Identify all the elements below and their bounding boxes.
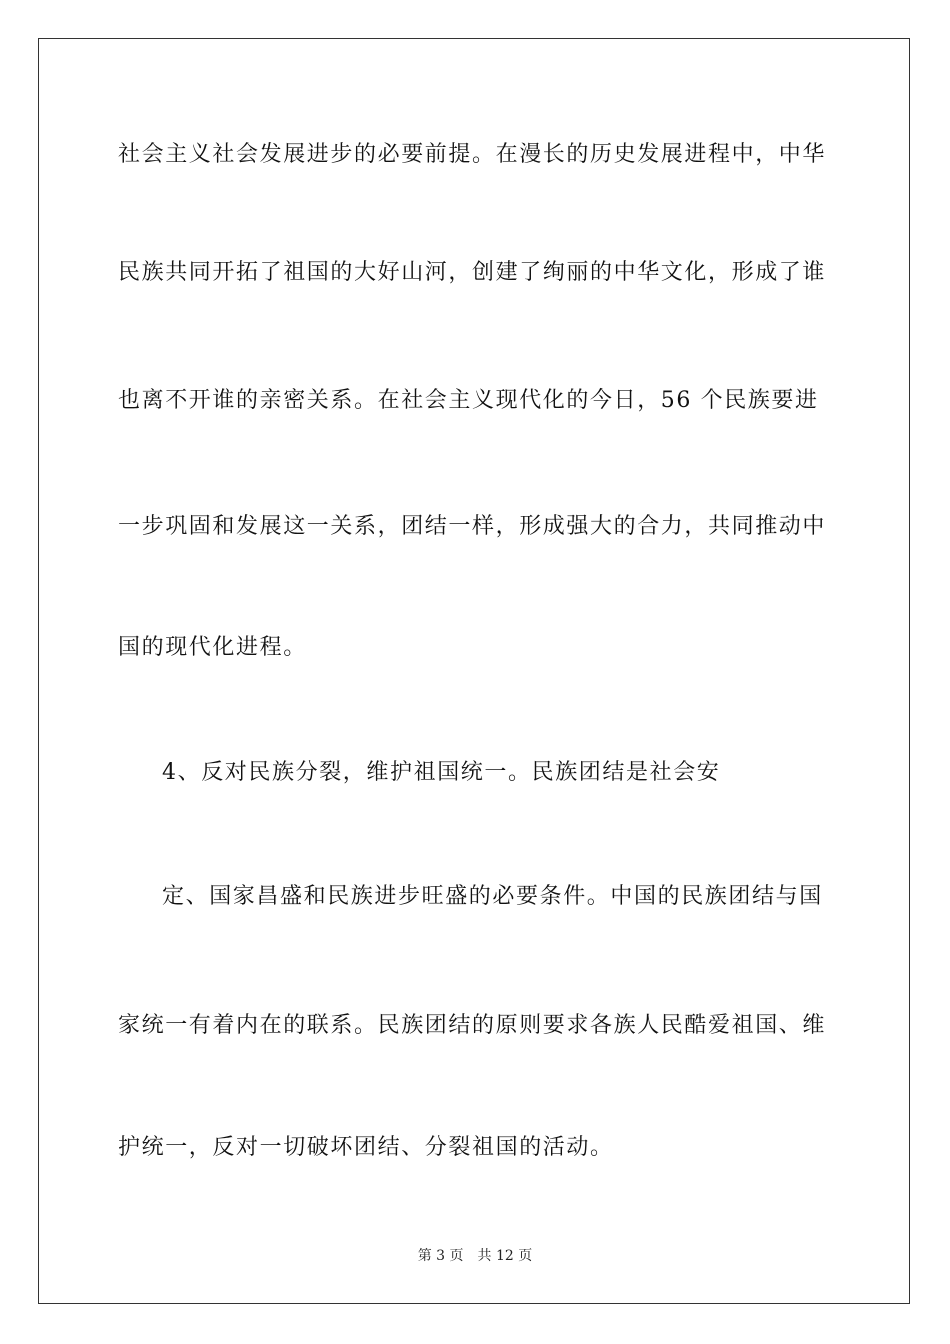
page-number-total: 共 12 页: [477, 1248, 533, 1264]
page-border: [38, 38, 910, 1304]
text-line-1: 社会主义社会发展进步的必要前提。在漫长的历史发展进程中，中华: [118, 142, 827, 167]
text-line-2: 民族共同开拓了祖国的大好山河，创建了绚丽的中华文化，形成了谁: [118, 260, 827, 285]
page-footer: [0, 1246, 950, 1266]
text-line-7: 定、国家昌盛和民族进步旺盛的必要条件。中国的民族团结与国: [162, 884, 823, 909]
text-line-9: 护统一，反对一切破坏团结、分裂祖国的活动。: [118, 1135, 614, 1160]
text-line-3: 也离不开谁的亲密关系。在社会主义现代化的今日，56 个民族要进: [118, 388, 819, 413]
text-line-6-section-heading: 4、反对民族分裂，维护祖国统一。民族团结是社会安: [162, 760, 721, 785]
page-number-current: 第 3 页: [417, 1248, 464, 1264]
text-line-5: 国的现代化进程。: [118, 635, 307, 660]
text-line-4: 一步巩固和发展这一关系，团结一样，形成强大的合力，共同推动中: [118, 514, 827, 539]
text-line-8: 家统一有着内在的联系。民族团结的原则要求各族人民酷爱祖国、维: [118, 1013, 827, 1038]
